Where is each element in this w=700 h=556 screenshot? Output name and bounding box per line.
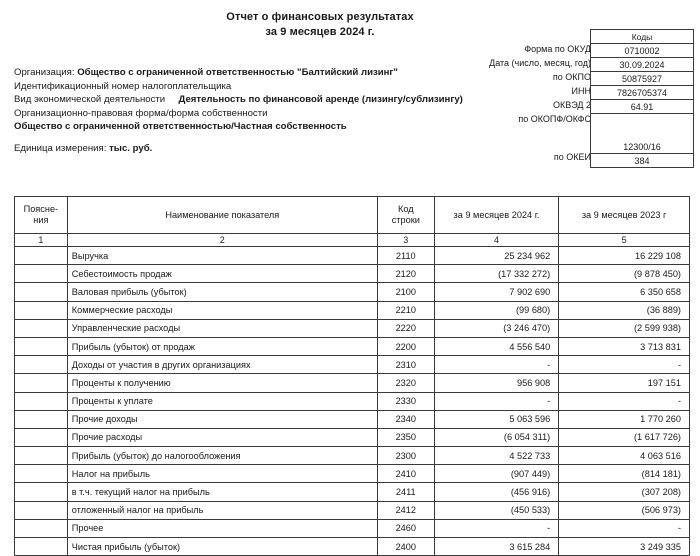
row-indicator: Доходы от участия в других организациях — [67, 356, 377, 374]
org-value-unit: тыс. руб. — [109, 142, 153, 154]
row-previous: 3 249 335 — [559, 538, 690, 556]
column-number-2: 2 — [67, 234, 377, 247]
table-row — [15, 356, 690, 374]
row-explanations — [15, 283, 68, 301]
row-explanations — [15, 265, 68, 283]
codes-value-inn: 7826705374 — [591, 86, 694, 100]
header-code — [377, 197, 434, 234]
row-indicator: Проценты к уплате — [67, 392, 377, 410]
row-previous: 197 151 — [559, 374, 690, 392]
organization-info-block — [14, 66, 484, 156]
row-current: (17 332 272) — [434, 265, 558, 283]
row-current: 4 556 540 — [434, 337, 558, 355]
codes-label-okpo: по ОКПО — [552, 72, 591, 82]
row-current: (456 916) — [434, 483, 558, 501]
codes-value-okpo: 50875927 — [591, 72, 694, 86]
codes-header-cell: Коды — [591, 30, 694, 44]
codes-value-okopf: 12300/16 — [591, 114, 694, 154]
org-label-organization: Организация: — [14, 67, 75, 78]
row-previous: 4 063 516 — [559, 447, 690, 465]
row-code: 2330 — [377, 392, 434, 410]
row-previous: 1 770 260 — [559, 410, 690, 428]
row-code: 2400 — [377, 538, 434, 556]
codes-label-okud: Форма по ОКУД — [524, 44, 591, 54]
table-row — [15, 465, 690, 483]
table-header — [15, 197, 690, 234]
org-value-activity: Деятельность по финансовой аренде (лизингу/сублизингу) — [178, 94, 463, 106]
row-current: 25 234 962 — [434, 247, 558, 265]
org-label-unit: Единица измерения: — [14, 142, 107, 154]
row-current: 4 522 733 — [434, 447, 558, 465]
title-line-1: Отчет о финансовых результатах — [226, 11, 414, 23]
table-row — [15, 410, 690, 428]
table-row — [15, 374, 690, 392]
page-title — [0, 10, 640, 40]
row-current: 3 615 284 — [434, 538, 558, 556]
codes-label-date: Дата (число, месяц, год) — [489, 58, 591, 68]
codes-value-okei: 384 — [591, 154, 694, 168]
table-row — [15, 392, 690, 410]
org-label-activity: Вид экономической деятельности — [14, 94, 166, 106]
row-explanations — [15, 538, 68, 556]
row-previous: (506 973) — [559, 501, 690, 519]
header-indicator: Наименование показателя — [67, 197, 377, 234]
org-row-legal-form-value — [14, 120, 484, 134]
column-number-3: 3 — [377, 234, 434, 247]
row-explanations — [15, 447, 68, 465]
table-row — [15, 483, 690, 501]
row-explanations — [15, 247, 68, 265]
row-code: 2320 — [377, 374, 434, 392]
codes-value-okved: 64.91 — [591, 100, 694, 114]
row-previous: (814 181) — [559, 465, 690, 483]
row-code: 2110 — [377, 247, 434, 265]
row-indicator: Чистая прибыль (убыток) — [67, 538, 377, 556]
row-previous: (307 208) — [559, 483, 690, 501]
row-indicator: Себестоимость продаж — [67, 265, 377, 283]
codes-label-okved: ОКВЭД 2 — [552, 100, 591, 110]
table-row — [15, 538, 690, 556]
org-value-legal-form: Общество с ограниченной ответственностью/Частная собственность — [14, 121, 347, 133]
org-label-legal-form: Организационно-правовая форма/форма собственности — [14, 107, 268, 119]
row-current: - — [434, 519, 558, 537]
column-number-1: 1 — [15, 234, 68, 247]
column-number-4: 4 — [434, 234, 558, 247]
header-code-line2: строки — [391, 215, 420, 225]
codes-value-date: 30.09.2024 — [591, 58, 694, 72]
org-row-organization — [14, 66, 484, 80]
row-code: 2220 — [377, 319, 434, 337]
row-indicator: Прибыль (убыток) от продаж — [67, 337, 377, 355]
codes-label-okei: по ОКЕИ — [553, 152, 591, 162]
row-indicator: Прочие расходы — [67, 428, 377, 446]
row-current: 5 063 596 — [434, 410, 558, 428]
row-previous: 3 713 831 — [559, 337, 690, 355]
codes-table — [590, 29, 694, 168]
row-previous: - — [559, 519, 690, 537]
row-code: 2120 — [377, 265, 434, 283]
codes-row-header — [591, 30, 694, 44]
codes-row-inn — [591, 86, 694, 100]
table-row — [15, 265, 690, 283]
org-value-organization: Общество с ограниченной ответственностью "Балтийский лизинг" — [77, 67, 398, 78]
row-explanations — [15, 392, 68, 410]
financial-results-table — [14, 196, 690, 556]
row-explanations — [15, 501, 68, 519]
table-row — [15, 447, 690, 465]
row-code: 2412 — [377, 501, 434, 519]
row-current: (907 449) — [434, 465, 558, 483]
row-explanations — [15, 337, 68, 355]
row-indicator: Проценты к получению — [67, 374, 377, 392]
row-explanations — [15, 428, 68, 446]
codes-row-okei — [591, 154, 694, 168]
row-code: 2210 — [377, 301, 434, 319]
org-row-activity — [14, 93, 484, 107]
table-header-row — [15, 197, 690, 234]
row-indicator: Налог на прибыль — [67, 465, 377, 483]
codes-row-okopf — [591, 114, 694, 154]
table-row — [15, 501, 690, 519]
row-indicator: Прибыль (убыток) до налогообложения — [67, 447, 377, 465]
row-explanations — [15, 319, 68, 337]
codes-row-date — [591, 58, 694, 72]
org-row-inn — [14, 80, 484, 94]
row-previous: 16 229 108 — [559, 247, 690, 265]
org-row-legal-form-label — [14, 107, 484, 121]
codes-row-okud — [591, 44, 694, 58]
row-previous: (1 617 726) — [559, 428, 690, 446]
row-current: 7 902 690 — [434, 283, 558, 301]
header-current-period: за 9 месяцев 2024 г. — [434, 197, 558, 234]
row-indicator: Валовая прибыль (убыток) — [67, 283, 377, 301]
row-previous: 6 350 658 — [559, 283, 690, 301]
table-row — [15, 519, 690, 537]
row-previous: (36 889) — [559, 301, 690, 319]
codes-value-okud: 0710002 — [591, 44, 694, 58]
org-row-unit — [14, 142, 484, 156]
table-row — [15, 337, 690, 355]
row-current: - — [434, 392, 558, 410]
row-previous: - — [559, 356, 690, 374]
header-previous-period: за 9 месяцев 2023 г — [559, 197, 690, 234]
row-previous: (9 878 450) — [559, 265, 690, 283]
row-indicator: в т.ч. текущий налог на прибыль — [67, 483, 377, 501]
row-code: 2200 — [377, 337, 434, 355]
row-code: 2100 — [377, 283, 434, 301]
row-code: 2310 — [377, 356, 434, 374]
row-current: (99 680) — [434, 301, 558, 319]
row-current: (450 533) — [434, 501, 558, 519]
table-row — [15, 319, 690, 337]
title-line-2: за 9 месяцев 2024 г. — [265, 26, 375, 38]
table-row — [15, 283, 690, 301]
row-explanations — [15, 356, 68, 374]
table-row — [15, 247, 690, 265]
org-label-inn: Идентификационный номер налогоплательщика — [14, 80, 232, 92]
row-previous: (2 599 938) — [559, 319, 690, 337]
row-explanations — [15, 301, 68, 319]
row-indicator: Коммерческие расходы — [67, 301, 377, 319]
row-indicator: Прочее — [67, 519, 377, 537]
row-indicator: отложенный налог на прибыль — [67, 501, 377, 519]
header-code-line1: Код — [397, 204, 414, 214]
row-code: 2411 — [377, 483, 434, 501]
row-current: (3 246 470) — [434, 319, 558, 337]
header-explanations-line2: ния — [33, 215, 49, 225]
row-explanations — [15, 374, 68, 392]
row-code: 2300 — [377, 447, 434, 465]
codes-label-inn: ИНН — [571, 86, 591, 96]
row-current: 956 908 — [434, 374, 558, 392]
row-code: 2460 — [377, 519, 434, 537]
row-explanations — [15, 465, 68, 483]
row-code: 2340 — [377, 410, 434, 428]
row-code: 2410 — [377, 465, 434, 483]
column-number-5: 5 — [559, 234, 690, 247]
row-explanations — [15, 483, 68, 501]
row-indicator: Выручка — [67, 247, 377, 265]
row-explanations — [15, 410, 68, 428]
codes-row-okved — [591, 100, 694, 114]
row-current: - — [434, 356, 558, 374]
column-number-row — [15, 234, 690, 247]
row-previous: - — [559, 392, 690, 410]
row-indicator: Управленческие расходы — [67, 319, 377, 337]
row-code: 2350 — [377, 428, 434, 446]
row-indicator: Прочие доходы — [67, 410, 377, 428]
codes-row-okpo — [591, 72, 694, 86]
table-row — [15, 428, 690, 446]
row-current: (6 054 311) — [434, 428, 558, 446]
table-body — [15, 234, 690, 556]
table-row — [15, 301, 690, 319]
header-explanations-line1: Поясне- — [23, 204, 59, 214]
header-explanations — [15, 197, 68, 234]
row-explanations — [15, 519, 68, 537]
codes-label-okopf: по ОКОПФ/ОКФС — [518, 114, 591, 124]
